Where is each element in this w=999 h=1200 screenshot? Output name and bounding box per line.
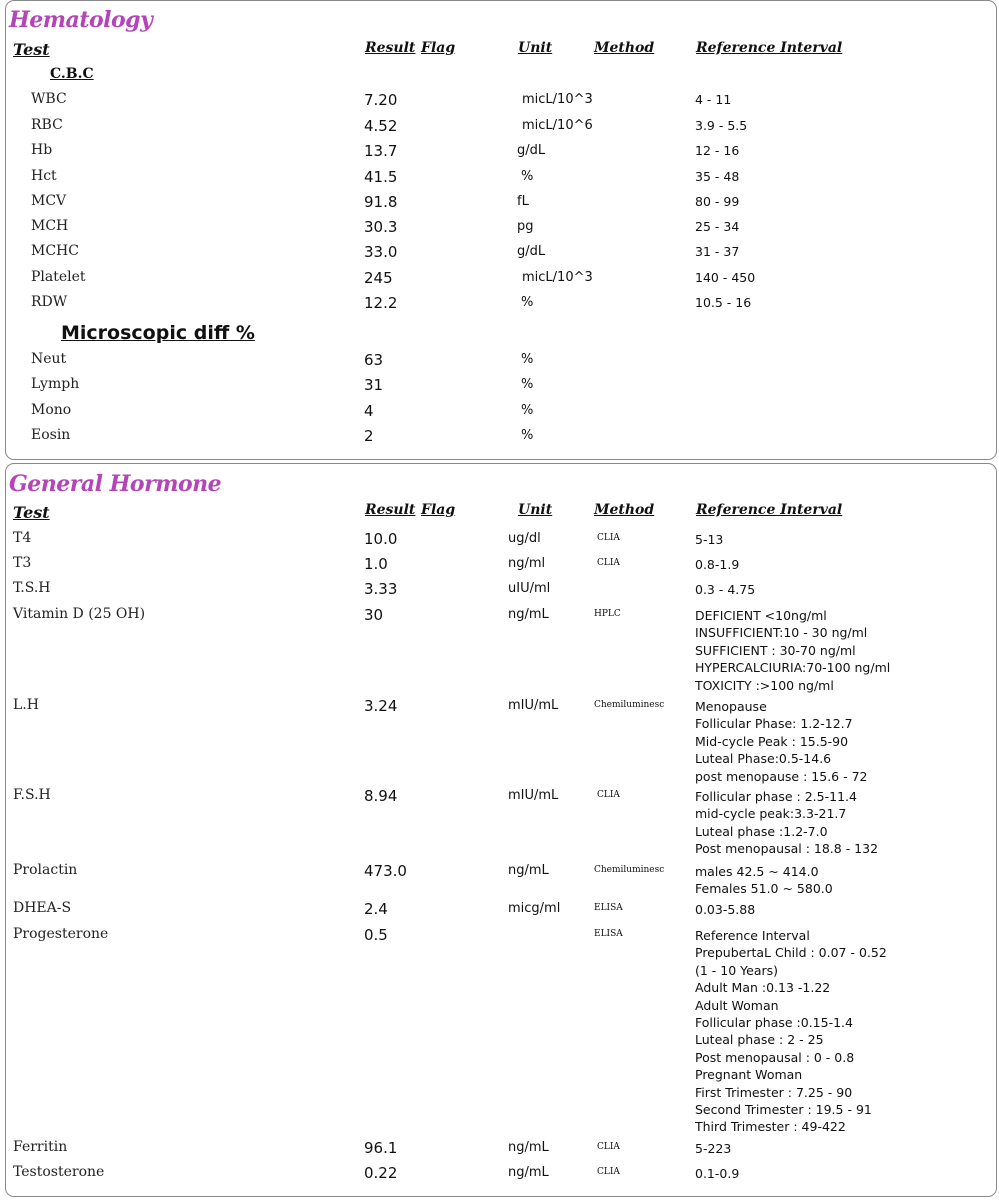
test-name: Testosterone [13, 1164, 105, 1180]
reference-line: PrepubertaL Child : 0.07 - 0.52 [695, 945, 887, 961]
test-name: Lymph [31, 376, 80, 392]
reference-line: mid-cycle peak:3.3-21.7 [695, 806, 847, 822]
result-value: 30 [364, 606, 384, 624]
test-name: RDW [31, 294, 68, 310]
result-value: 33.0 [364, 243, 398, 261]
reference-line: Adult Woman [695, 997, 779, 1013]
unit-value: ng/mL [508, 607, 549, 622]
result-value: 0.5 [364, 926, 388, 944]
result-value: 41.5 [364, 168, 398, 186]
reference-value: 80 - 99 [695, 194, 740, 209]
unit-value: ng/ml [508, 556, 546, 571]
reference-interval [695, 788, 878, 858]
unit-value: % [521, 169, 534, 184]
header-flag: Flag [421, 40, 456, 56]
header-unit: Unit [518, 502, 553, 518]
diff-subheading: Microscopic diff % [61, 322, 255, 344]
result-value: 4.52 [364, 117, 398, 135]
test-name: Neut [31, 351, 67, 367]
unit-value: % [521, 295, 534, 310]
result-value: 13.7 [364, 142, 398, 160]
reference-line: Follicular Phase: 1.2-12.7 [695, 716, 853, 732]
test-name: Ferritin [13, 1139, 68, 1155]
header-unit: Unit [518, 40, 553, 56]
result-value: 96.1 [364, 1139, 398, 1157]
unit-value: % [521, 377, 534, 392]
method-value: CLIA [597, 790, 620, 800]
reference-line: 0.3 - 4.75 [695, 582, 756, 597]
reference-interval [695, 901, 755, 918]
result-value: 3.33 [364, 580, 398, 598]
hematology-title: Hematology [9, 7, 153, 33]
unit-value: micg/ml [508, 901, 561, 916]
header-test: Test [13, 40, 50, 59]
unit-value: % [521, 428, 534, 443]
reference-line: (1 - 10 Years) [695, 962, 779, 978]
unit-value: % [521, 403, 534, 418]
reference-line: post menopause : 15.6 - 72 [695, 768, 868, 784]
method-value: HPLC [594, 609, 621, 619]
unit-value: g/dL [517, 244, 546, 259]
test-name: Hb [31, 142, 53, 158]
reference-line: Luteal phase : 2 - 25 [695, 1032, 824, 1048]
test-name: L.H [13, 697, 39, 713]
reference-line: DEFICIENT <10ng/ml [695, 608, 827, 623]
unit-value: ug/dl [508, 531, 541, 546]
reference-line: HYPERCALCIURIA:70-100 ng/ml [695, 660, 891, 676]
reference-interval [695, 1140, 731, 1157]
reference-line: Second Trimester : 19.5 - 91 [695, 1102, 872, 1118]
unit-value: micL/10^3 [522, 92, 593, 107]
unit-value: g/dL [517, 143, 546, 158]
reference-line: 5-223 [695, 1141, 732, 1156]
method-value: CLIA [597, 533, 620, 543]
result-value: 245 [364, 269, 393, 287]
result-value: 8.94 [364, 787, 398, 805]
method-value: ELISA [594, 929, 623, 939]
unit-value: % [521, 352, 534, 367]
result-value: 10.0 [364, 530, 398, 548]
reference-interval [695, 531, 723, 548]
reference-value: 12 - 16 [695, 143, 740, 158]
unit-value: ng/mL [508, 863, 549, 878]
hematology-panel [5, 0, 997, 460]
result-value: 12.2 [364, 294, 398, 312]
reference-line: 0.8-1.9 [695, 557, 740, 572]
test-name: Mono [31, 402, 72, 418]
result-value: 91.8 [364, 193, 398, 211]
header-flag: Flag [421, 502, 456, 518]
test-name: T3 [13, 555, 32, 571]
cbc-subheading: C.B.C [50, 66, 94, 82]
hormone-title: General Hormone [9, 471, 222, 497]
result-value: 7.20 [364, 91, 398, 109]
test-name: MCHC [31, 243, 79, 259]
reference-interval [695, 698, 867, 785]
unit-value: fL [517, 194, 529, 209]
test-name: Eosin [31, 427, 71, 443]
reference-line: Luteal phase :1.2-7.0 [695, 823, 828, 839]
result-value: 473.0 [364, 862, 407, 880]
test-name: MCH [31, 218, 69, 234]
result-value: 0.22 [364, 1164, 398, 1182]
reference-line: males 42.5 ~ 414.0 [695, 864, 819, 879]
unit-value: ng/mL [508, 1140, 549, 1155]
reference-interval [695, 581, 755, 598]
reference-line: Mid-cycle Peak : 15.5-90 [695, 733, 849, 749]
reference-line: Luteal Phase:0.5-14.6 [695, 751, 832, 767]
method-value: CLIA [597, 1167, 620, 1177]
reference-line: Post menopausal : 0 - 0.8 [695, 1049, 855, 1065]
result-value: 63 [364, 351, 384, 369]
header-method: Method [594, 502, 655, 518]
reference-line: 0.03-5.88 [695, 902, 756, 917]
reference-line: SUFFICIENT : 30-70 ng/ml [695, 642, 856, 658]
header-result: Result [365, 40, 416, 56]
test-name: F.S.H [13, 787, 51, 803]
test-name: Hct [31, 168, 57, 184]
reference-line: Follicular phase :0.15-1.4 [695, 1015, 853, 1031]
reference-interval [695, 927, 887, 1136]
header-test: Test [13, 503, 50, 522]
unit-value: pg [517, 219, 534, 234]
reference-value: 140 - 450 [695, 270, 756, 285]
reference-value: 31 - 37 [695, 244, 740, 259]
unit-value: micL/10^6 [522, 118, 593, 133]
method-value: ELISA [594, 903, 623, 913]
method-value: CLIA [597, 1142, 620, 1152]
header-reference: Reference Interval [696, 40, 843, 56]
result-value: 31 [364, 376, 384, 394]
unit-value: uIU/ml [508, 581, 551, 596]
reference-line: TOXICITY :>100 ng/ml [695, 677, 834, 693]
reference-value: 25 - 34 [695, 219, 740, 234]
test-name: MCV [31, 193, 67, 209]
header-method: Method [594, 40, 655, 56]
result-value: 2 [364, 427, 374, 445]
result-value: 4 [364, 402, 374, 420]
header-result: Result [365, 502, 416, 518]
reference-line: Adult Man :0.13 -1.22 [695, 980, 831, 996]
method-value: Chemiluminesc [594, 865, 665, 875]
test-name: WBC [31, 91, 67, 107]
reference-value: 4 - 11 [695, 92, 732, 107]
test-name: Vitamin D (25 OH) [13, 606, 146, 622]
reference-line: Follicular phase : 2.5-11.4 [695, 789, 857, 804]
unit-value: ng/mL [508, 1165, 549, 1180]
reference-value: 35 - 48 [695, 169, 740, 184]
test-name: DHEA-S [13, 900, 72, 916]
reference-line: 0.1-0.9 [695, 1166, 740, 1181]
unit-value: mIU/mL [508, 698, 559, 713]
reference-line: Pregnant Woman [695, 1067, 803, 1083]
result-value: 2.4 [364, 900, 388, 918]
test-name: Platelet [31, 269, 86, 285]
reference-line: Post menopausal : 18.8 - 132 [695, 841, 879, 857]
result-value: 1.0 [364, 555, 388, 573]
reference-line: INSUFFICIENT:10 - 30 ng/ml [695, 625, 868, 641]
test-name: Progesterone [13, 926, 109, 942]
header-reference: Reference Interval [696, 502, 843, 518]
reference-interval [695, 556, 739, 573]
result-value: 3.24 [364, 697, 398, 715]
unit-value: mIU/mL [508, 788, 559, 803]
reference-line: Reference Interval [695, 928, 810, 943]
reference-line: Females 51.0 ~ 580.0 [695, 881, 833, 897]
test-name: T.S.H [13, 580, 51, 596]
reference-interval [695, 607, 890, 694]
reference-value: 10.5 - 16 [695, 295, 752, 310]
reference-line: Menopause [695, 699, 767, 714]
result-value: 30.3 [364, 218, 398, 236]
unit-value: micL/10^3 [522, 270, 593, 285]
reference-interval [695, 863, 833, 898]
reference-line: Third Trimester : 49-422 [695, 1119, 846, 1135]
test-name: T4 [13, 530, 32, 546]
test-name: Prolactin [13, 862, 78, 878]
test-name: RBC [31, 117, 63, 133]
reference-value: 3.9 - 5.5 [695, 118, 748, 133]
reference-interval [695, 1165, 739, 1182]
method-value: Chemiluminesc [594, 700, 665, 710]
reference-line: First Trimester : 7.25 - 90 [695, 1084, 853, 1100]
reference-line: 5-13 [695, 532, 724, 547]
method-value: CLIA [597, 558, 620, 568]
